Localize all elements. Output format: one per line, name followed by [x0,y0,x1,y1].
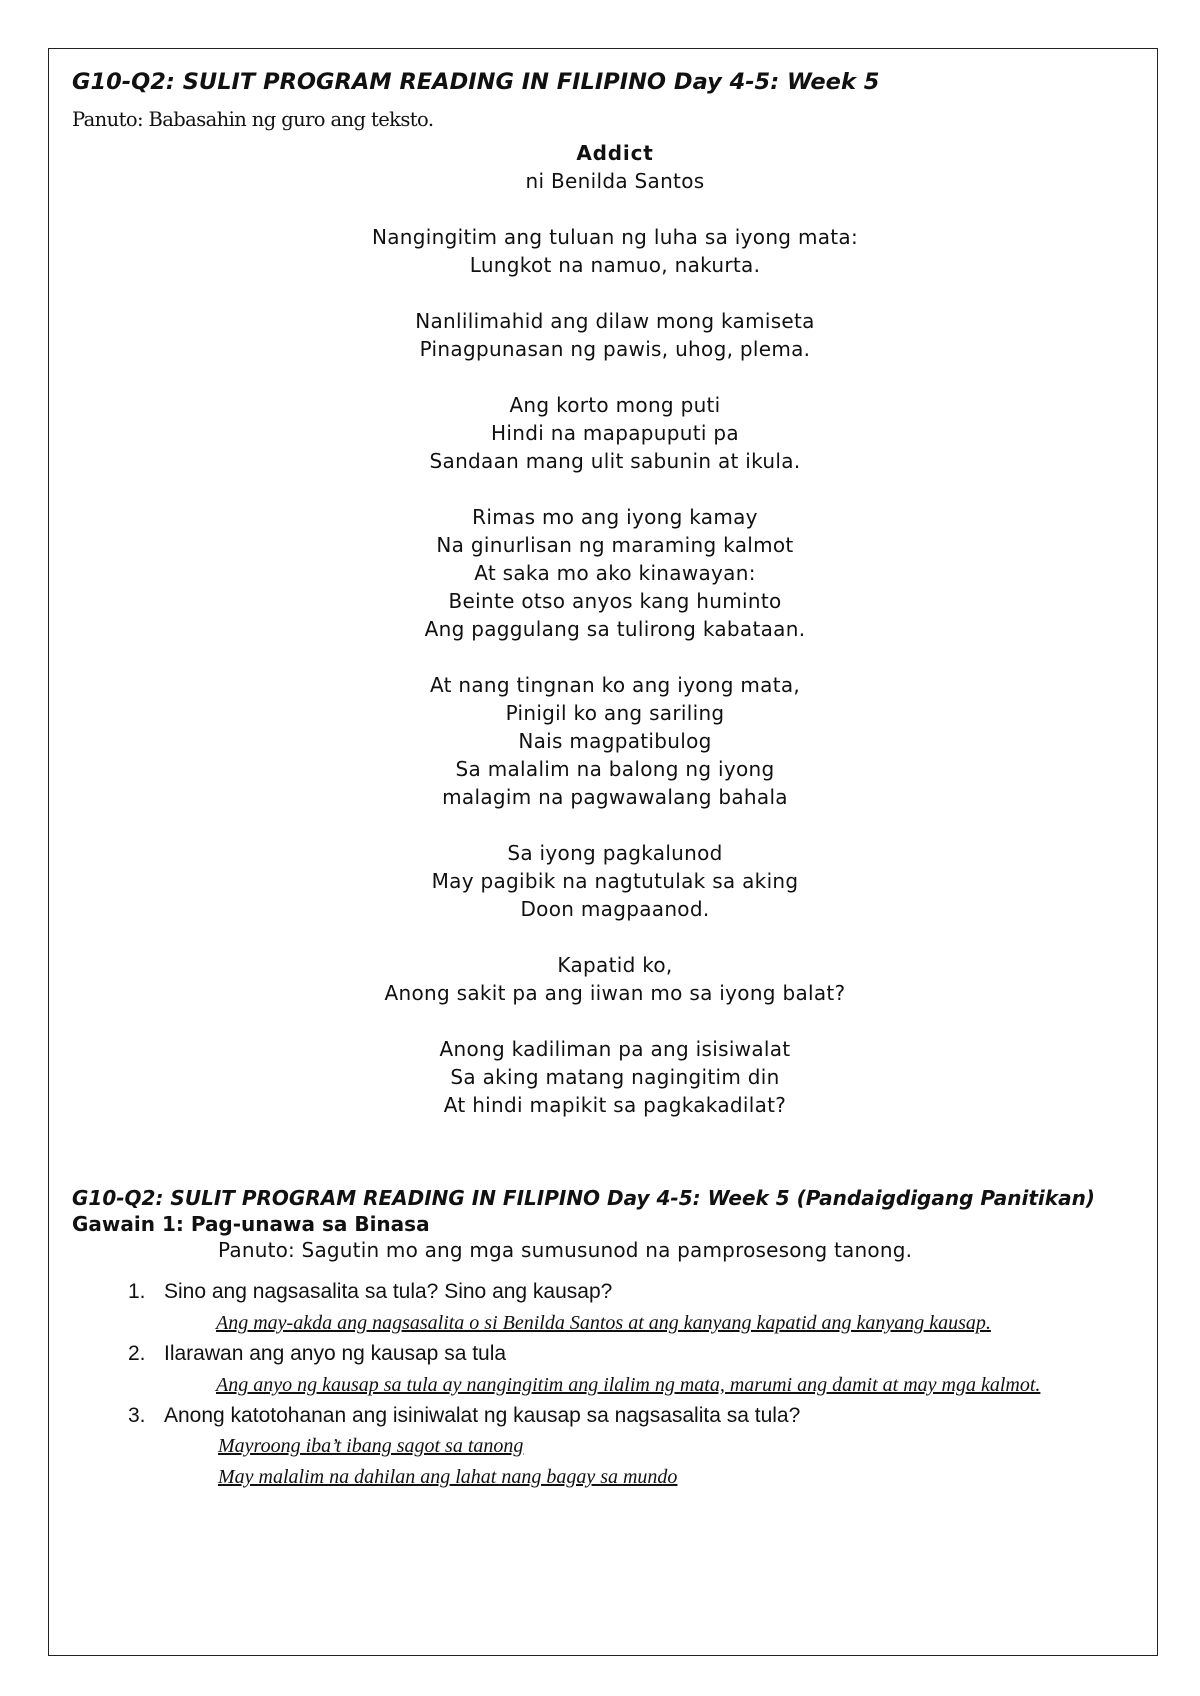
poem-line: Rimas mo ang iyong kamay [472,505,758,530]
question-text: Anong katotohanan ang isiniwalat ng kausap sa nagsasalita sa tula? [164,1404,801,1428]
poem-line: Sa aking matang nagingitim din [450,1065,780,1090]
poem-line: At nang tingnan ko ang iyong mata, [429,673,801,698]
question-text: Ilarawan ang anyo ng kausap sa tula [164,1342,507,1366]
activity-instruction: Panuto: Sagutin mo ang mga sumusunod na pamprosesong tanong. [218,1238,913,1263]
poem-stanza [92,391,1138,475]
document-title: G10-Q2: SULIT PROGRAM READING IN FILIPINO Day 4-5: Week 5 [72,69,880,95]
poem-line: Sa iyong pagkalunod [507,841,723,866]
poem-line: Sandaan mang ulit sabunin at ikula. [429,449,801,474]
answer-text [162,1369,1132,1401]
document-content [72,68,1138,1493]
poem-line: Ang korto mong puti [509,393,721,418]
poem-stanza [92,223,1138,279]
activity-heading: Gawain 1: Pag-unawa sa Binasa [72,1212,430,1237]
poem-line: Doon magpaanod. [520,897,710,922]
poem-line: Ang paggulang sa tulirong kabataan. [424,617,806,642]
poem-stanza [92,307,1138,363]
poem-stanza [92,951,1138,1007]
poem-line: Lungkot na namuo, nakurta. [469,253,761,278]
poem-line: Na ginurlisan ng maraming kalmot [436,533,794,558]
poem-line: Anong kadiliman pa ang isisiwalat [439,1037,791,1062]
poem-line: Beinte otso anyos kang huminto [448,589,782,614]
poem-author: ni Benilda Santos [525,169,705,194]
activity-section [72,1185,1138,1493]
poem-line: Kapatid ko, [557,953,673,978]
poem-stanza [92,503,1138,643]
reading-instruction: Panuto: Babasahin ng guro ang teksto. [72,108,434,132]
poem-line: Nangingitim ang tuluan ng luha sa iyong mata: [371,225,859,250]
poem-line: Nanlilimahid ang dilaw mong kamiseta [415,309,815,334]
poem-line: At saka mo ako kinawayan: [474,561,756,586]
poem-line: Pinagpunasan ng pawis, uhog, plema. [419,337,811,362]
question-item [72,1401,1138,1493]
answer-line: May malalim na dahilan ang lahat nang bagay sa mundo [218,1466,678,1489]
poem-stanza [92,1035,1138,1119]
answer-line: Ang may-akda ang nagsasalita o si Benilda Santos at ang kanyang kapatid ang kanyang kausap. [216,1312,991,1335]
answer-line: Mayroong iba’t ibang sagot sa tanong [218,1435,524,1458]
question-number: 3. [128,1404,146,1428]
poem-line: At hindi mapikit sa pagkakadilat? [443,1093,787,1118]
poem-line: Sa malalim na balong ng iyong [455,757,775,782]
question-item [72,1277,1138,1339]
poem-stanza [92,839,1138,923]
question-number: 1. [128,1280,146,1304]
question-number: 2. [128,1342,146,1366]
answer-line: Ang anyo ng kausap sa tula ay nangingitim ang ilalim ng mata, marumi ang damit at may mga kalmot. [216,1374,1041,1397]
activity-title: G10-Q2: SULIT PROGRAM READING IN FILIPINO Day 4-5: Week 5 (Pandaigdigang Panitikan) [72,1186,1095,1211]
poem-title: Addict [576,141,654,166]
poem-line: Hindi na mapapuputi pa [491,421,739,446]
poem-line: malagim na pagwawalang bahala [442,785,788,810]
poem-line: Anong sakit pa ang iiwan mo sa iyong balat? [384,981,846,1006]
poem-line: Nais magpatibulog [518,729,712,754]
question-text: Sino ang nagsasalita sa tula? Sino ang kausap? [164,1280,613,1304]
answer-text [162,1307,1132,1339]
poem [72,139,1138,1119]
poem-line: May pagibik na nagtutulak sa aking [431,869,799,894]
poem-line: Pinigil ko ang sariling [505,701,725,726]
question-list [72,1277,1138,1493]
poem-stanza [92,671,1138,811]
question-item [72,1339,1138,1401]
